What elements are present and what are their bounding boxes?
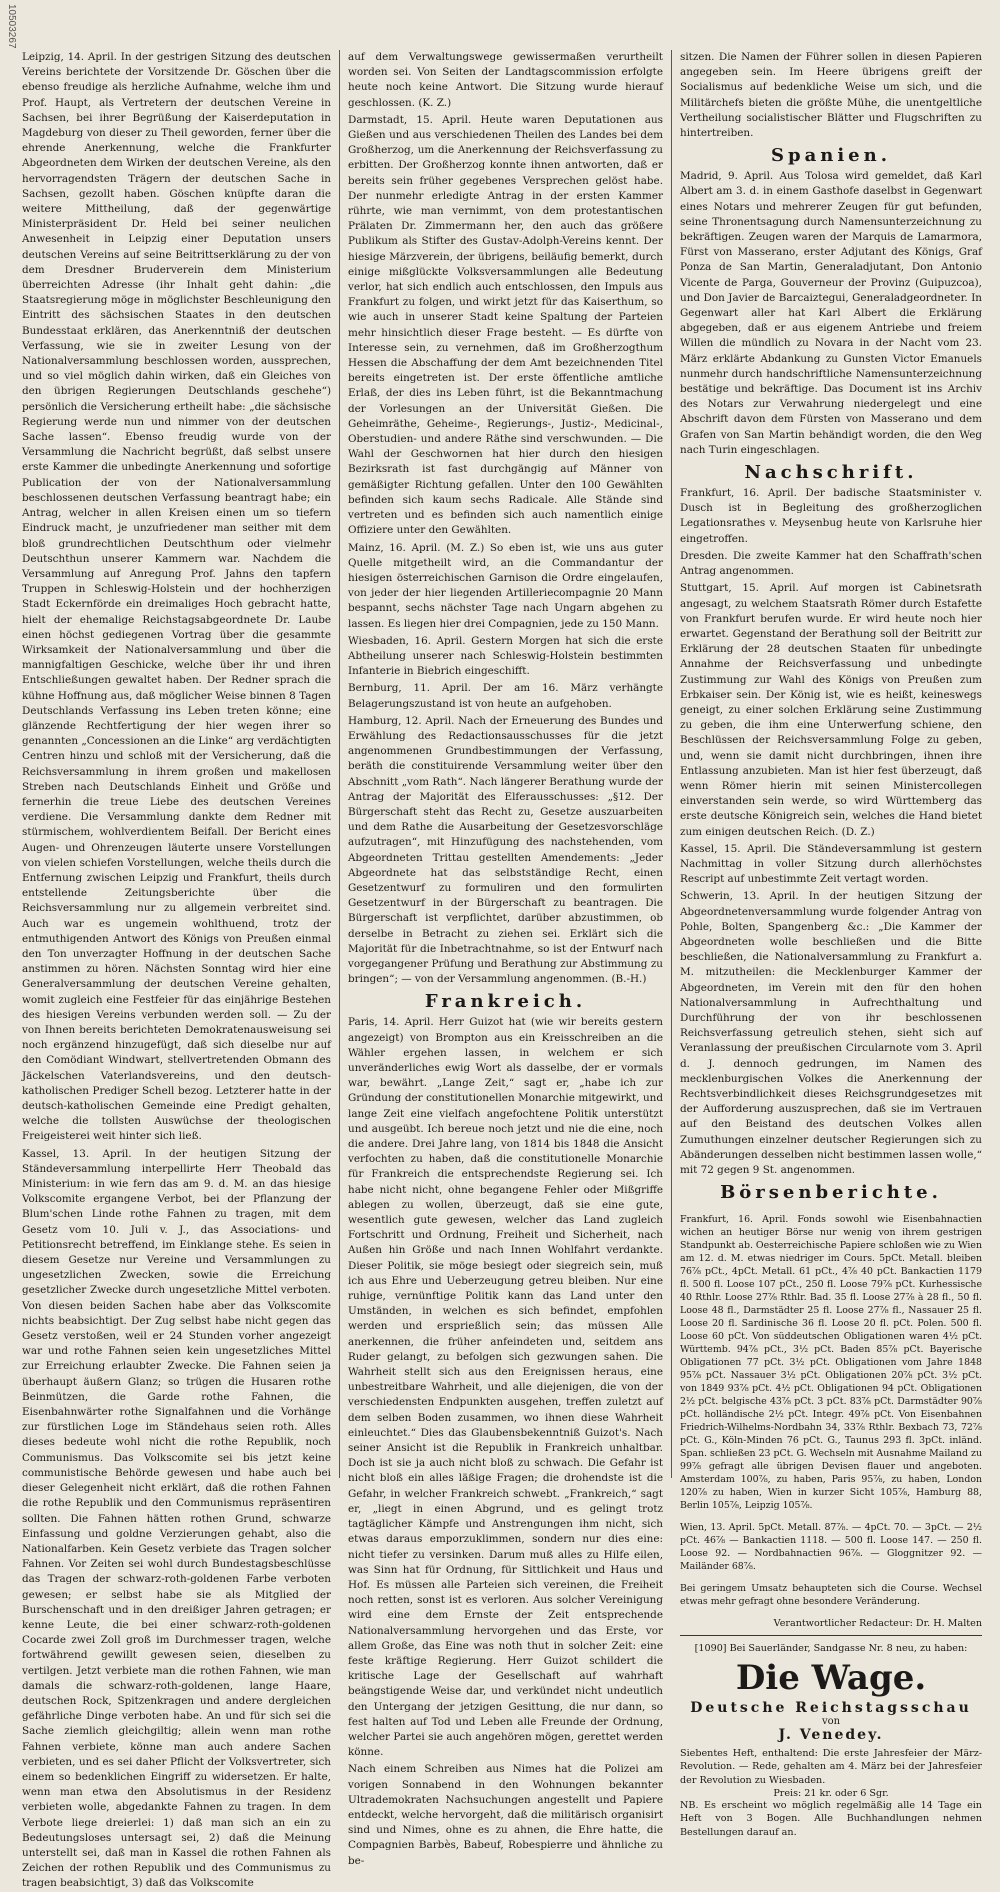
ad-von: von xyxy=(821,1715,841,1727)
section-heading-spanien: Spanien. xyxy=(771,145,891,167)
article-darmstadt: Darmstadt, 15. April. Heute waren Deputationen aus Gießen und aus verschiedenen Theilen des Landes bei dem Großherzog, um die Anerkennung der Reichsverfassung zu erbitten. Der Großherzog konnte ihnen antworten, daß er bereits sein früher gegebenes Versprechen gelöst habe. Der nunmehr erledigte Antrag in der ersten Kammer rührte, wie man vernimmt, von dem protestantischen Prälaten Dr. Zimmermann her, den auch das größere Publikum als Stifter des Gustav-Adolph-Vereins kennt. Der hiesige Märzverein, der übrigens, beiläufig bemerkt, durch einige mißglückte Volksversammlungen alle Bedeutung verlor, hat sich endlich auch entschlossen, den Impuls aus Frankfurt zu folgen, und wirkt jetzt für das Kaiserthum, so wie auch in unserer Stadt keine Spaltung der Parteien mehr hinsichtlich dieser Frage besteht. — Es dürfte von Interesse sein, zu vernehmen, daß im Großherzogthum Hessen die Abschaffung der dem Amt bezeichnenden Titel bereits eingetreten ist. Der erste öffentliche amtliche Erlaß, der dies ins Leben führt, ist die Bekanntmachung der Vorlesungen an der Universität Gießen. Die Geheimräthe, Geheime-, Regierungs-, Justiz-, Medicinal-, Oberstudien- und andere Räthe sind verschwunden. — Die Wahl der Geschwornen hat hier durch den hiesigen Bezirksrath ist fast durchgängig auf Männer von gemäßigter Richtung gefallen. Unter den 100 Gewählten befinden sich kaum sechs Radicale. Alle Stände sind vertreten und es befinden sich auch namentlich einige Offiziere unter den Gewählten. xyxy=(348,113,663,537)
article-leipzig: Leipzig, 14. April. In der gestrigen Sitzung des deutschen Vereins berichtete der Vorsitzende Dr. Göschen über die ebenso freudige als herzliche Aufnahme, welche ihm und Prof. Haupt, als Vertretern der deutschen Vereine in Sachsen, bei ihrer Begrüßung der Kaiserdeputation in Magdeburg von dieser zu Theil geworden, ferner über die ehrende Anerkennung, welche die Frankfurter Abgeordneten dem Wirken der deutschen Vereine, als den hervorragendsten Trägern der deutschen Sache in Sachsen, gezollt haben. Göschen knüpfte daran die weitere Mittheilung, daß der gegenwärtige Ministerpräsident Dr. Held bei seiner neulichen Anwesenheit in Leipzig einer Deputation unsers deutschen Vereins auf seine Beitrittserklärung zu der von dem Dresdner Bruderverein dem Ministerium überreichten Adresse (ihr Inhalt geht dahin: „die Staatsregierung möge in möglichster Beschleunigung den Eintritt des sächsischen Staates in den deutschen Bundesstaat erklären, das Anerkenntniß der deutschen Verfassung, wie sie in zweiter Lesung von der Nationalversammlung beschlossen worden, aussprechen, und so viel möglich dahin wirken, daß ein Gleiches von den übrigen Regierungen Deutschlands geschehe“) persönlich die Versicherung ertheilt habe: „die sächsische Regierung werde nun und nimmer von der deutschen Sache lassen“. Ebenso freudig wurde von der Versammlung die Nachricht begrüßt, daß selbst unsere erste Kammer die unbedingte Anerkennung und sofortige Publication der von der Nationalversammlung beschlossenen deutschen Verfassung beantragt habe; ein Antrag, welcher in allen Kreisen einen um so tiefern Eindruck macht, je unzufriedener man seither mit dem bloß grundrechtlichen Deutschthum oder vielmehr Deutschthun unserer Kammern war. Nachdem die Versammlung auf Anregung Prof. Jahns den tapfern Truppen in Schleswig-Holstein und der hochherzigen Stadt Eckernförde ein dreimaliges Hoch gebracht hatte, hielt der ehemalige Reichstagsabgeordnete Dr. Laube einen höchst gediegenen Vortrag über die gesammte Wirksamkeit der Nationalversammlung und über die mannigfaltigen Geschicke, welche über ihr und ihren Entschließungen gewaltet haben. Der Redner sprach die kühne Hoffnung aus, daß möglicher Weise binnen 8 Tagen Deutschlands Verfassung ins Leben treten könne; eine glänzende Rechtfertigung der hier wegen ihrer so genannten „Concessionen an die Linke“ arg verdächtigten Centren hinzu und schloß mit der Versicherung, daß die Reichsversammlung in ihrem großen und makellosen Streben nach Deutschlands Einheit und Größe und fernerhin die treue Liebe des deutschen Vereines verdiene. Die Versammlung dankte dem Redner mit stürmischem, wohlverdientem Beifall. Der Bericht eines Augen- und Ohrenzeugen läuterte unsere Vorstellungen von vielen schiefen Vorstellungen, welche theils durch die Entfernung zwischen Leipzig und Frankfurt, theils durch entstellende Zeitungsberichte über die Reichsversammlung nur zu allgemein verbreitet sind. Auch war es ungemein wohlthuend, trotz der entmuthigenden Antwort des Königs von Preußen einmal den Ton unverzagter Hoffnung in der deutschen Sache anstimmen zu hören. Nächsten Sonntag wird hier eine Generalversammlung der deutschen Vereine gehalten, womit zugleich eine Festfeier für das einjährige Bestehen des hiesigen Vereins verbunden werden soll. — Zu der von Ihnen bereits berichteten Demokratenausweisung sei noch ergänzend hinzugefügt, daß sich dieselbe nur auf den Comödiant Windwart, stellvertretenden Obmann des Jäckelschen Vaterlandsvereins, und den deutsch-katholischen Prediger Schell bezog. Letzterer hatte in der deutsch-katholischen Gemeinde eine Predigt gehalten, welche die tollsten Auswüchse der theologischen Freigeisterei weit hinter sich ließ. xyxy=(22,51,331,1143)
ad-intro: [1090] Bei Sauerländer, Sandgasse Nr. 8 neu, zu haben: xyxy=(694,1642,968,1654)
article-kassel-2: Kassel, 15. April. Die Ständeversammlung ist gestern Nachmittag in voller Sitzung durch allerhöchstes Rescript auf unbestimmte Zeit vertagt worden. xyxy=(680,842,982,886)
editor-line: Verantwortlicher Redacteur: Dr. H. Malten xyxy=(773,1617,982,1629)
article-frankfurt: Frankfurt, 16. April. Der badische Staatsminister v. Dusch ist in Begleitung des großherzoglichen Legationsrathes v. Meysenbug heute von Karlsruhe hier eingetroffen. xyxy=(680,487,982,545)
article-continuation-2: sitzen. Die Namen der Führer sollen in diesen Papieren angegeben sein. Im Heere übrigens greift der Socialismus auf bedenkliche Weise um sich, und die Militärchefs bieten die größte Mühe, die unentgeltliche Vertheilung socialistischer Blätter und Flugschriften zu hintertreiben. xyxy=(680,51,982,140)
column-2 xyxy=(340,50,672,1867)
ad-subtitle: Deutsche Reichstagsschau xyxy=(690,1699,972,1716)
divider xyxy=(680,1635,982,1636)
section-heading-nachschrift: Nachschrift. xyxy=(744,462,918,484)
ad-author: J. Venedey. xyxy=(778,1726,884,1743)
article-stuttgart: Stuttgart, 15. April. Auf morgen ist Cabinetsrath angesagt, zu welchem Staatsrath Römer durch Estafette von Frankfurt berufen wurde. Er wird heute noch hier erwartet. Gegenstand der Berathung soll der Beitritt zur Erklärung der 28 deutschen Staaten für unbedingte Annahme der Reichsverfassung und unbedingte Zustimmung zur Wahl des Königs von Preußen zum Erbkaiser sein. Der König ist, wie es heißt, keineswegs geneigt, zu einer solchen Erklärung seine Zustimmung zu geben, die ihm eine Unterwerfung schiene, den Beschlüssen der Reichsversammlung Folge zu geben, und, wenn sie damit nicht durchbringen, ihnen ihre Entlassung anzubieten. Man ist hier fest überzeugt, daß wenn Römer hierin mit seinen Ministercollegen einverstanden sein werde, so wird Württemberg das erste deutsche Königreich sein, welches die Hand bietet zum einigen deutschen Reich. (D. Z.) xyxy=(680,582,982,838)
article-madrid: Madrid, 9. April. Aus Tolosa wird gemeldet, daß Karl Albert am 3. d. in einem Gasthofe daselbst in Gegenwart eines Notars und mehrerer Zeugen für gut befunden, seine Thronentsagung durch Namensunterzeichnung zu bekräftigen. Zeugen waren der Marquis de Lamarmora, Fürst von Masserano, erster Adjutant des Königs, Graf Ponza de San Martin, Generaladjutant, Don Antonio Vicente de Parga, Gouverneur der Provinz (Guipuzcoa), und Don Javier de Barcaiztegui, Generaladgeordneter. In Gegenwart aller hat Karl Albert die Erklärung abgegeben, daß er aus eigenem Antriebe und freiem Willen die mündlich zu Novara in der Nacht vom 23. März erklärte Abdankung zu Gunsten Victor Emanuels nunmehr durch handschriftliche Namensunterzeichnung bestätige und bekräftige. Das Document ist ins Archiv des Notars zur Verwahrung niedergelegt und eine Abschrift davon dem Fürsten von Masserano und dem Grafen von San Martin behändigt worden, die den Weg nach Turin eingeschlagen. xyxy=(680,170,982,456)
column-3 xyxy=(672,50,990,1838)
advertisement xyxy=(680,1642,982,1840)
stock-report-wien: Wien, 13. April. 5pCt. Metall. 87⅞. — 4pCt. 70. — 3pCt. — 2½ pCt. 46⅞ — Bankactien 1118. — 500 fl. Loose 147. — 250 fl. Loose 92. — Nordbahnactien 96⅞. — Gloggnitzer 92. — Mailänder 68⅞. xyxy=(680,1522,982,1572)
article-nimes: Nach einem Schreiben aus Nimes hat die Polizei am vorigen Sonnabend in den Wohnungen bekannter Ultrademokraten Nachsuchungen angestellt und Papiere entdeckt, welche hervorgeht, daß die militärisch organisirt sind und Nimes, ohne es zu ahnen, die Ehre hatte, die Compagnien Barbès, Babeuf, Robespierre und ähnliche zu be- xyxy=(348,1763,663,1867)
article-paris: Paris, 14. April. Herr Guizot hat (wie wir bereits gestern angezeigt) von Brompton aus ein Kreisschreiben an die Wähler ergehen lassen, in welchem er sich unveränderliches ewig Wort als dasselbe, der er vormals war, bewährt. „Lange Zeit,“ sagt er, „habe ich zur Gründung der constitutionellen Monarchie mitgewirkt, und lange Zeit eine vielfach angefochtene Politik unterstützt und ausgeübt. Ich bereue noch jetzt und nie die eine, noch die andere. Drei Jahre lang, von 1814 bis 1848 die Ansicht verfochten zu haben, daß die constitutionelle Monarchie für Frankreich die entsprechendste Regierung sei. Ich habe nicht nicht, ohne begangene Fehler oder Mißgriffe ablegen zu wollen, überzeugt, daß sie eine gute, wesentlich gute gewesen, welcher das Land zugleich Fortschritt und Ordnung, Freiheit und Sicherheit, nach Außen hin Größe und nach Innen Wohlfahrt verdankte. Dieser Politik, sie möge besiegt oder siegreich sein, muß ich aus Ehre und Ueberzeugung getreu bleiben. Nur eine ruhige, vernünftige Politik kann das Land unter den Umständen, in welchen es sich befindet, empfohlen werden und ersprießlich sein; das müssen Alle anerkennen, die früher anfeindeten und, seitdem ans Ruder gelangt, zu befolgen sich gezwungen sahen. Die Wahrheit stellt sich aus den Ereignissen heraus, eine unbestreitbare Wahrheit, und alle diejenigen, die von der verschiedensten Endpunkten ausgehen, treffen zuletzt auf dem selben Boden zusammen, wo ihnen diese Wahrheit einleuchtet.“ Dies das Glaubensbekenntniß Guizot's. Nach seiner Ansicht ist die Republik in Frankreich unhaltbar. Doch ist sie ja auch nicht bloß zu schwach. Die Gefahr ist nicht bloß ein alles läßige Fragen; die drohendste ist die Gefahr, in welcher Frankreich schwebt. „Frankreich,“ sagt er, „liegt in einen Abgrund, und es gelingt trotz tagtäglicher Kämpfe und Anstrengungen ihm nicht, sich etwas daraus emporzuklimmen, sondern nur dies eine: nicht tiefer zu versinken. Darum muß alles zu Hilfe eilen, was Sinn hat für Ordnung, für Sittlichkeit und Haus und Hof. Es müssen alle Parteien sich vereinen, die Freiheit noch retten, sonst ist es verloren. Aus solcher Vereinigung wird eine dem Ernste der Zeit entsprechende Nationalversammlung hervorgehen und das Erste, vor allem Große, das Eine was noth thut in solcher Zeit: eine feste kräftige Regierung. Herr Guizot schildert die kritische Lage der Gesellschaft auf wahrhaft beängstigende Weise dar, und verkündet nicht undeutlich den Untergang der jetzigen Gesittung, die nur dann, so fest halten auf Tod und Leben alle Freunde der Ordnung, welcher Partei sie auch angehören mögen, gerettet werden könne. xyxy=(348,1016,663,1759)
article-schwerin: Schwerin, 13. April. In der heutigen Sitzung der Abgeordnetenversammlung wurde folgender Antrag von Pohle, Bolten, Spangenberg &c.: „Die Kammer der Abgeordneten wolle beschließen und die Bitte beschließen, die Nationalversammlung zu Frankfurt a. M. mitzutheilen: die Mecklenburger Kammer der Abgeordneten, im Verein mit den für den hohen Nationalversammlung in Aufrechthaltung und Durchführung der von ihr beschlossenen Reichsverfassung getreulich stehen, sieht sich auf Veranlassung der preußischen Circularnote vom 3. April d. J. dennoch gedrungen, im Namen des mecklenburgischen Volkes die Anerkennung der Rechtsverbindlichkeit dieses Reichsgrundgesetzes mit der Aufforderung auszusprechen, daß sie im Vertrauen auf den Beistand des deutschen Volkes allen Zumuthungen einzelner deutscher Regierungen sich zu Abänderungen desselben nicht bestimmen lassen wolle,“ mit 72 gegen 9 St. angenommen. xyxy=(680,890,982,1177)
article-continuation: auf dem Verwaltungswege gewissermaßen verurtheilt worden sei. Von Seiten der Landtagscommission erfolgte heute noch keine Antwort. Die Sitzung wurde hierauf geschlossen. (K. Z.) xyxy=(348,51,663,109)
ad-note: NB. Es erscheint wo möglich regelmäßig alle 14 Tage ein Heft von 3 Bogen. Alle Buchhandlungen nehmen Bestellungen darauf an. xyxy=(680,1799,982,1838)
section-heading-frankreich: Frankreich. xyxy=(424,991,587,1013)
article-mainz: Mainz, 16. April. (M. Z.) So eben ist, wie uns aus guter Quelle mitgetheilt wird, an die Commandantur der hiesigen österreichischen Garnison die Ordre eingelaufen, von jeder der hier liegenden Artilleriecompagnie 20 Mann bespannt, sechs nächster Tage nach Ungarn abgehen zu lassen. Es liegen hier drei Compagnien, jede zu 150 Mann. xyxy=(348,541,663,630)
column-1 xyxy=(14,50,340,1890)
ad-title: Die Wage. xyxy=(735,1657,927,1698)
ad-body: Siebentes Heft, enthaltend: Die erste Jahresfeier der März-Revolution. — Rede, gehalten am 4. März bei der Jahresfeier der Revolution zu Wiesbaden. xyxy=(680,1747,982,1786)
newspaper-columns xyxy=(14,50,990,1890)
stock-report-summary: Bei geringem Umsatz behaupteten sich die Course. Wechsel etwas mehr gefragt ohne besondere Veränderung. xyxy=(680,1583,982,1608)
article-kassel: Kassel, 13. April. In der heutigen Sitzung der Ständeversammlung interpellirte Herr Theobald das Ministerium: in wie fern das am 9. d. M. an das hiesige Volkscomite ergangene Verbot, bei der Pflanzung der Blum'schen Linde rothe Fahnen zu tragen, mit dem Gesetz vom 10. Juli v. J., das Associations- und Petitionsrecht betreffend, im Einklange stehe. Es seien in diesem Gesetze nur Vereine und Versammlungen zu ungesetzlichen Zwecken, sowie die Erreichung gesetzlicher Zwecke durch ungesetzliche Mittel verboten. Von diesen beiden Sachen habe aber das Volkscomite nichts beabsichtigt. Der Zug selbst habe nicht gegen das Gesetz verstoßen, weil er 24 Stunden vorher angezeigt war und rothe Fahnen seien kein ungesetzliches Mittel zur Erreichung erlaubter Zwecke. Die Fahnen seien ja überhaupt äußern Glanz; so trügen die Husaren rothe Beinmützen, die Garde rothe Fahnen, die Eisenbahnwärter rothe Signalfahnen und die Vorhänge zur fürstlichen Loge im Ständehaus seien roth. Alles dieses bedeute wohl nicht die rothe Republik, noch Communismus. Das Volkscomite sei bis jetzt keine communistische Behörde gewesen und habe auch bei dieser Gelegenheit nicht erklärt, daß die rothen Fahnen die rothe Republik und den Communismus repräsentiren sollten. Die Fahnen hätten rothen Grund, schwarze Einfassung und goldne Verzierungen gehabt, also die Nationalfarben. Kein Gesetz verbiete das Tragen solcher Fahnen. Vor Zeiten sei wohl durch Bundestagsbeschlüsse das Tragen der schwarz-roth-goldenen Farbe verboten gewesen; er selbst habe sie als Mitglied der Burschenschaft und in den dreißiger Jahren getragen; er kenne Leute, die bei einer schwarz-roth-goldenen Cocarde zwei Zoll groß im Durchmesser tragen, welche fortwährend gewillt gewesen seien, dieselben zu vertilgen. Jetzt verbiete man die rothen Fahnen, wie man damals die schwarz-roth-goldenen, lange Haare, deutschen Rock, Spitzenkragen und andere dergleichen gefährliche Dinge verboten habe. An und für sich sei die Sache ziemlich gleichgiltig; allein wenn man rothe Fahnen verbiete, könne man auch andere Sachen verbieten, und es sei daher Pflicht der Volksvertreter, sich einem so bedenklichen Eingriff zu widersetzen. Er halte, wenn man etwa den Absolutismus in der Residenz verbieten wolle, abgedankte Fahnen zu tragen. In dem Verbote liege dreierlei: 1) daß man sich an ein zu Bedeutungsloses untersagt sei, 2) daß die Meinung unterstellt sei, daß man in Kassel die rothen Fahnen als Zeichen der rothen Republik und des Communismus zu tragen beabsichtigt, 3) daß das Volkscomite xyxy=(22,1147,331,1890)
article-wiesbaden: Wiesbaden, 16. April. Gestern Morgen hat sich die erste Abtheilung unserer nach Schleswig-Holstein bestimmten Infanterie in Biebrich eingeschifft. xyxy=(348,634,663,678)
article-dresden: Dresden. Die zweite Kammer hat den Schaffrath'schen Antrag angenommen. xyxy=(680,549,982,578)
section-heading-boersenberichte: Börsenberichte. xyxy=(720,1182,942,1204)
ad-price: Preis: 21 kr. oder 6 Sgr. xyxy=(773,1787,889,1799)
article-hamburg: Hamburg, 12. April. Nach der Erneuerung des Bundes und Erwählung des Redactionsausschusses für die jetzt angenommenen Grundbestimmungen der Verfassung, beräth die constituirende Versammlung weiter über den Abschnitt „vom Rath“. Nach längerer Berathung wurde der Antrag der Majorität des Elferausschusses: „§12. Der Bürgerschaft steht das Recht zu, Gesetze auszuarbeiten und dem Rathe die Ausarbeitung der Gesetzesvorschläge aufzutragen“, mit Hinzufügung des nachstehenden, vom Abgeordneten Trittau gestellten Amendements: „Jeder Abgeordnete hat das selbstständige Recht, einen Gesetzentwurf zu formuliren und den formulirten Gesetzentwurf in der Bürgerschaft zu beantragen. Die Bürgerschaft ist verpflichtet, darüber abzustimmen, ob derselbe in Betracht zu ziehen sei. Erklärt sich die Majorität für die Inbetrachtnahme, so ist der Entwurf nach vorgegangener Prüfung und Berathung zur Abstimmung zu bringen“; — von der Versammlung angenommen. (B.-H.) xyxy=(348,714,663,986)
stock-report-frankfurt: Frankfurt, 16. April. Fonds sowohl wie Eisenbahnactien wichen an heutiger Börse nur wenig von ihrem gestrigen Standpunkt ab. Oesterreichische Papiere schloßen wie zu Wien am 12. d. M. etwas niedriger im Cours. 5pCt. Metall. bleiben 76⅞ pCt., 4pCt. Metall. 61 pCt., 4⅞ 40 pCt. Bankactien 1179 fl. 500 fl. Loose 107 pCt., 250 fl. Loose 79⅞ pCt. Kurhessische 40 Rthlr. Loose 27⅞ Rthlr. Bad. 35 fl. Loose 27⅞ à 28 fl., 50 fl. Loose 48 fl., Darmstädter 25 fl. Loose 27⅞ fl., Nassauer 25 fl. Loose 20 fl. Sardinische 36 fl. Loose 20 fl. pCt. Polen. 500 fl. Loose 60 pCt. Von süddeutschen Obligationen waren 4½ pCt. Württemb. 94⅞ pCt., 3½ pCt. Baden 85⅞ pCt. Bayerische Obligationen 77 pCt. 3½ pCt. Obligationen vom Jahre 1848 95⅞ pCt. Nassauer 3½ pCt. Obligationen 20⅞ pCt. 3½ pCt. von 1849 93⅞ pCt. 4½ pCt. Obligationen 94 pCt. Obligationen 2½ pCt. belgische 43⅞ pCt. 3 pCt. 83⅞ pCt. Darmstädter 90⅞ pCt. holländische 2½ pCt. Integr. 49⅞ pCt. Von Eisenbahnen Friedrich-Wilhelms-Nordbahn 34, 33⅞ Rthlr. Bexbach 73, 72⅞ pCt. G., Köln-Minden 76 pCt. G., Taunus 293 fl. 3pCt. inländ. Span. schließen 23 pCt. G. Wechseln mit Ausnahme Mailand zu 99⅞ gefragt alle übrigen Devisen flauer und angeboten. Amsterdam 100⅞, zu haben, Paris 95⅞, zu haben, London 120⅞ zu haben, Wien in kurzer Sicht 105⅞, Hamburg 88, Berlin 105⅞, Leipzig 105⅞. xyxy=(680,1213,982,1511)
article-bernburg: Bernburg, 11. April. Der am 16. März verhängte Belagerungszustand ist von heute an aufgehoben. xyxy=(348,682,663,710)
page-identifier: 10503267 xyxy=(6,4,17,49)
